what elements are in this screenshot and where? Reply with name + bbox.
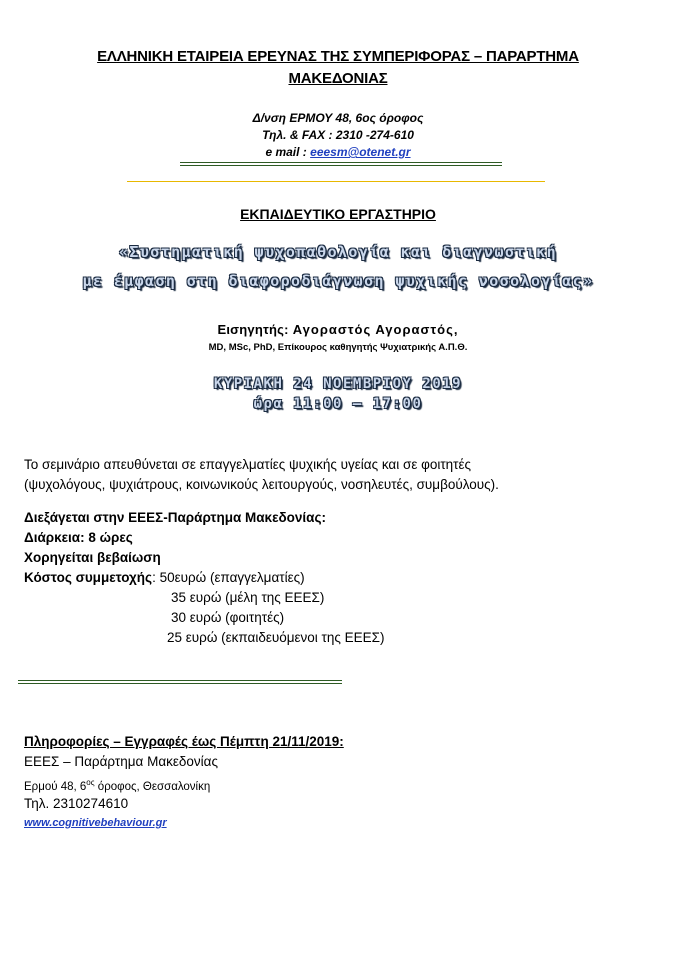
cost-trainees: 25 ευρώ (εκπαιδευόμενοι της ΕΕΕΣ) [167,630,385,645]
header-divider-double [180,162,502,166]
event-type: ΕΚΠΑΙΔΕΥΤΙΚΟ ΕΡΓΑΣΤΗΡΙΟ [240,206,436,222]
event-title-line-1: «Συστηματική ψυχοπαθολογία και διαγνωστική [118,243,558,261]
org-line-1: ΕΛΛΗΝΙΚΗ ΕΤΑΙΡΕΙΑ ΕΡΕΥΝΑΣ ΤΗΣ ΣΥΜΠΕΡΙΦΟΡΑΣ – ΠΑΡΑΡΤΗΜΑ [97,48,579,65]
audience-line-1: Το σεμινάριο απευθύνεται σε επαγγελματίες ψυχικής υγείας και σε φοιτητές [24,457,472,472]
org-line-2: ΜΑΚΕΔΟΝΙΑΣ [288,70,388,87]
info-heading: Πληροφορίες – Εγγραφές έως Πέμπτη 21/11/2019: [24,734,344,749]
details-divider-double [18,680,342,684]
cost-professionals: : 50ευρώ (επαγγελματίες) [152,570,305,585]
info-org: ΕΕΕΣ – Παράρτημα Μακεδονίας [24,754,218,769]
info-website-row [24,812,167,833]
event-date: ΚΥΡΙΑΚΗ 24 ΝΟΕΜΒΡΙΟΥ 2019 [213,376,463,392]
info-address-sup: ος [86,778,95,787]
speaker-label: Εισηγητής: [217,322,289,337]
website-link[interactable]: www.cognitivebehaviour.gr [24,817,167,829]
cost-students: 30 ευρώ (φοιτητές) [171,610,285,625]
email-line [0,144,676,160]
venue: Διεξάγεται στην ΕΕΕΣ-Παράρτημα Μακεδονίας: [24,510,326,525]
email-label: e mail : [265,145,311,159]
cost-members: 35 ευρώ (μέλη της ΕΕΕΣ) [171,590,325,605]
info-address-post: όροφος, Θεσσαλονίκη [94,780,211,793]
certificate: Χορηγείται βεβαίωση [24,550,161,565]
audience-line-2: (ψυχολόγους, ψυχιάτρους, κοινωνικούς λειτουργούς, νοσηλευτές, συμβούλους). [24,477,499,492]
cost-row-1 [24,568,305,588]
info-address-pre: Ερμού 48, 6 [24,780,87,793]
event-title-line-2: με έμφαση στη διαφοροδιάγνωση ψυχικής νοσολογίας» [82,272,594,290]
organization-title [0,46,676,90]
duration: Διάρκεια: 8 ώρες [24,530,133,545]
address-line: Δ/νση ΕΡΜΟΥ 48, 6ος όροφος [252,111,424,125]
header-divider-gold [127,181,545,182]
event-time: ώρα 11:00 – 17:00 [253,396,423,412]
speaker [0,322,676,337]
info-phone: Τηλ. 2310274610 [24,796,129,811]
speaker-credentials: MD, MSc, PhD, Επίκουρος καθηγητής Ψυχιατρικής Α.Π.Θ. [208,342,468,353]
phone-line: Τηλ. & FAX : 2310 -274-610 [262,128,414,142]
cost-label: Κόστος συμμετοχής [24,570,153,585]
speaker-name: Αγοραστός Αγοραστός, [288,322,459,337]
email-link[interactable]: eeesm@otenet.gr [310,145,411,159]
